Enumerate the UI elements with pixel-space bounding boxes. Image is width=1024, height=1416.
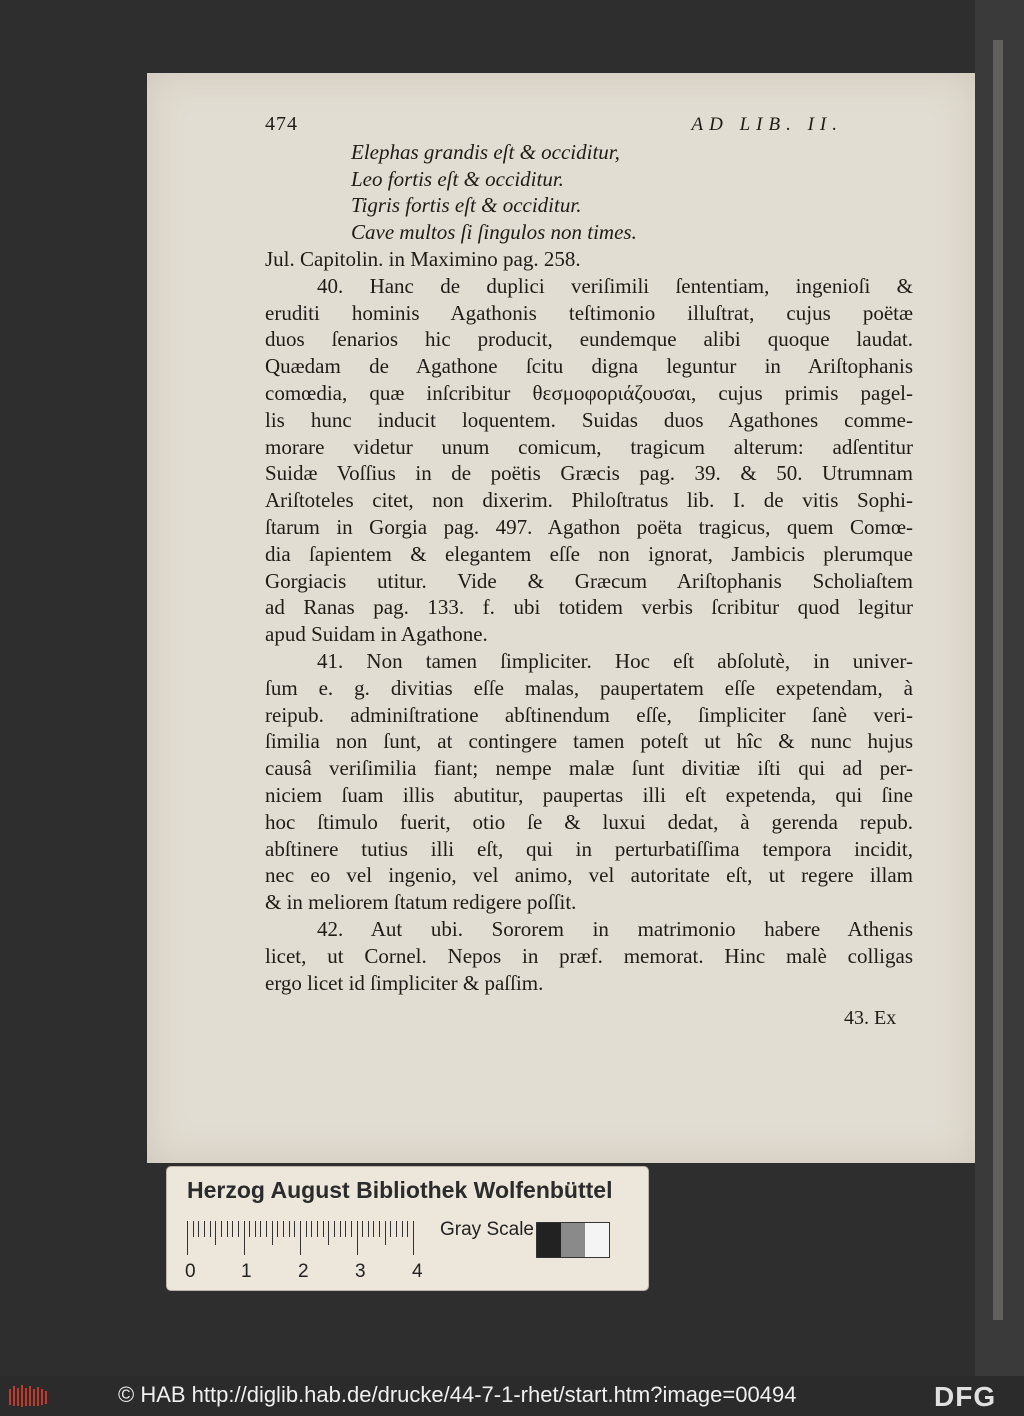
ruler-tick: [204, 1221, 205, 1237]
verse-line: Tigris fortis eſt & occiditur.: [351, 193, 582, 218]
text-line: causâ veriſimilia fiant; nempe malæ ſunt divitiæ iſti qui ad per-: [265, 756, 913, 781]
text-line: ſimilia non ſunt, at contingere tamen poteſt ut hîc & nunc hujus: [265, 729, 913, 754]
ruler-label: 0: [185, 1261, 196, 1282]
ruler-tick: [317, 1221, 318, 1237]
text-line: abſtinere tutius illi eſt, qui in perturbatiſſima tempora incidit,: [265, 836, 913, 861]
running-head: AD LIB. II.: [691, 114, 843, 135]
verse-line: Elephas grandis eſt & occiditur,: [351, 139, 620, 164]
scale-ruler: [187, 1219, 413, 1255]
text-line: Suidæ Voſſius in de poëtis Græcis pag. 39. & 50. Utrumnam: [265, 461, 913, 486]
hab-logo-icon: [8, 1383, 48, 1409]
ruler-tick: [413, 1221, 414, 1255]
text-line: reipub. adminiſtratione abſtinendum eſſe, ſimpliciter ſanè veri-: [265, 702, 913, 727]
gray-swatch: [561, 1223, 585, 1257]
library-name: Herzog August Bibliothek Wolfenbüttel: [187, 1177, 613, 1203]
page-number: 474: [265, 113, 298, 135]
ruler-labels: [185, 1261, 445, 1283]
ruler-tick: [402, 1221, 403, 1237]
ruler-label: 3: [355, 1261, 366, 1282]
text-line: & in meliorem ſtatum redigere poſſit.: [265, 890, 577, 915]
ruler-tick: [407, 1221, 408, 1237]
verse-line: Cave multos ſi ſingulos non times.: [351, 220, 637, 245]
ruler-tick: [328, 1221, 329, 1245]
ruler-tick: [272, 1221, 273, 1245]
ruler-tick: [345, 1221, 346, 1237]
body-text: [265, 246, 913, 996]
gray-swatch: [585, 1223, 609, 1257]
ruler-tick: [351, 1221, 352, 1237]
ruler-tick: [362, 1221, 363, 1237]
dfg-logo: DFG: [934, 1381, 997, 1412]
ruler-tick: [311, 1221, 312, 1237]
text-line: apud Suidam in Agathone.: [265, 622, 488, 647]
ruler-tick: [260, 1221, 261, 1237]
text-line: eruditi hominis Agathonis teſtimonio illuſtrat, cujus poëtæ: [265, 300, 913, 325]
ruler-tick: [198, 1221, 199, 1237]
ruler-tick: [232, 1221, 233, 1237]
text-line: nec eo vel ingenio, vel animo, vel autoritate eſt, ut regere illam: [265, 863, 913, 888]
text-line: ergo licet id ſimpliciter & paſſim.: [265, 970, 544, 995]
ruler-tick: [294, 1221, 295, 1237]
text-line: duos ſenarios hic producit, eundemque alibi quoque laudat.: [265, 327, 913, 352]
ruler-tick: [283, 1221, 284, 1237]
page-text: [265, 111, 913, 996]
verse-line: Leo fortis eſt & occiditur.: [351, 166, 564, 191]
text-line: niciem ſuam illis abutitur, paupertas illi eſt expetenda, qui ſine: [265, 782, 913, 807]
ruler-tick: [215, 1221, 216, 1245]
text-line: licet, ut Cornel. Nepos in præf. memorat. Hinc malè colligas: [265, 943, 913, 968]
ruler-label: 2: [298, 1261, 309, 1282]
text-line: ad Ranas pag. 133. f. ubi totidem verbis ſcribitur quod legitur: [265, 595, 913, 620]
ruler-tick: [244, 1221, 245, 1255]
text-line: Jul. Capitolin. in Maximino pag. 258.: [265, 246, 581, 271]
book-edge: [975, 0, 1024, 1376]
text-line: morare videtur unum comicum, tragicum alterum: adſentitur: [265, 434, 913, 459]
text-line: dia ſapientem & elegantem eſſe non ignorat, Jambicis plerumque: [265, 541, 913, 566]
ruler-tick: [373, 1221, 374, 1237]
ruler-tick: [227, 1221, 228, 1237]
ruler-tick: [187, 1221, 188, 1255]
text-line: Quædam de Agathone ſcitu digna leguntur in Ariſtophanis: [265, 354, 913, 379]
ruler-tick: [334, 1221, 335, 1237]
text-line: lis hunc inducit loquentem. Suidas duos Agathones comme-: [265, 407, 913, 432]
gray-scale-swatches: [536, 1222, 610, 1258]
ruler-tick: [390, 1221, 391, 1237]
ruler-tick: [193, 1221, 194, 1237]
text-line: 41. Non tamen ſimpliciter. Hoc eſt abſolutè, in univer-: [317, 648, 913, 673]
ruler-tick: [221, 1221, 222, 1237]
text-line: hoc ſtimulo fuerit, otio ſe & luxui dedat, à gerenda repub.: [265, 809, 913, 834]
ruler-tick: [249, 1221, 250, 1237]
ruler-tick: [340, 1221, 341, 1237]
ruler-label: 4: [412, 1261, 423, 1282]
ruler-tick: [306, 1221, 307, 1237]
ruler-tick: [238, 1221, 239, 1237]
text-line: Ariſtoteles citet, non dixerim. Philoſtratus lib. I. de vitis Sophi-: [265, 488, 913, 513]
verse-block: [265, 139, 913, 246]
text-line: ſtarum in Gorgia pag. 497. Agathon poëta tragicus, quem Comœ-: [265, 514, 913, 539]
ruler-tick: [266, 1221, 267, 1237]
text-line: ſum e. g. divitias eſſe malas, paupertatem eſſe expetendam, à: [265, 675, 913, 700]
text-line: Gorgiacis utitur. Vide & Græcum Ariſtophanis Scholiaſtem: [265, 568, 913, 593]
ruler-tick: [323, 1221, 324, 1237]
ruler-tick: [289, 1221, 290, 1237]
ruler-tick: [368, 1221, 369, 1237]
gray-swatch: [537, 1223, 561, 1257]
copyright-url: © HAB http://diglib.hab.de/drucke/44-7-1-rhet/start.htm?image=00494: [118, 1382, 797, 1407]
text-line: 40. Hanc de duplici veriſimili ſententiam, ingenioſi &: [317, 273, 913, 298]
catchword: 43. Ex: [844, 1007, 897, 1029]
ruler-label: 1: [241, 1261, 252, 1282]
ruler-tick: [210, 1221, 211, 1237]
ruler-tick: [379, 1221, 380, 1237]
ruler-tick: [255, 1221, 256, 1237]
ruler-tick: [396, 1221, 397, 1237]
ruler-tick: [300, 1221, 301, 1255]
book-page: [147, 73, 975, 1163]
ruler-tick: [277, 1221, 278, 1237]
footer-bar: [0, 1376, 1024, 1416]
text-line: comœdia, quæ inſcribitur θεσμοφοριάζουσαι, cujus primis pagel-: [265, 380, 913, 405]
ruler-tick: [357, 1221, 358, 1255]
page-header: [265, 111, 913, 139]
text-line: 42. Aut ubi. Sororem in matrimonio habere Athenis: [317, 916, 913, 941]
color-reference-card: [167, 1167, 648, 1290]
gray-scale-label: Gray Scale: [440, 1219, 534, 1240]
ruler-tick: [385, 1221, 386, 1245]
